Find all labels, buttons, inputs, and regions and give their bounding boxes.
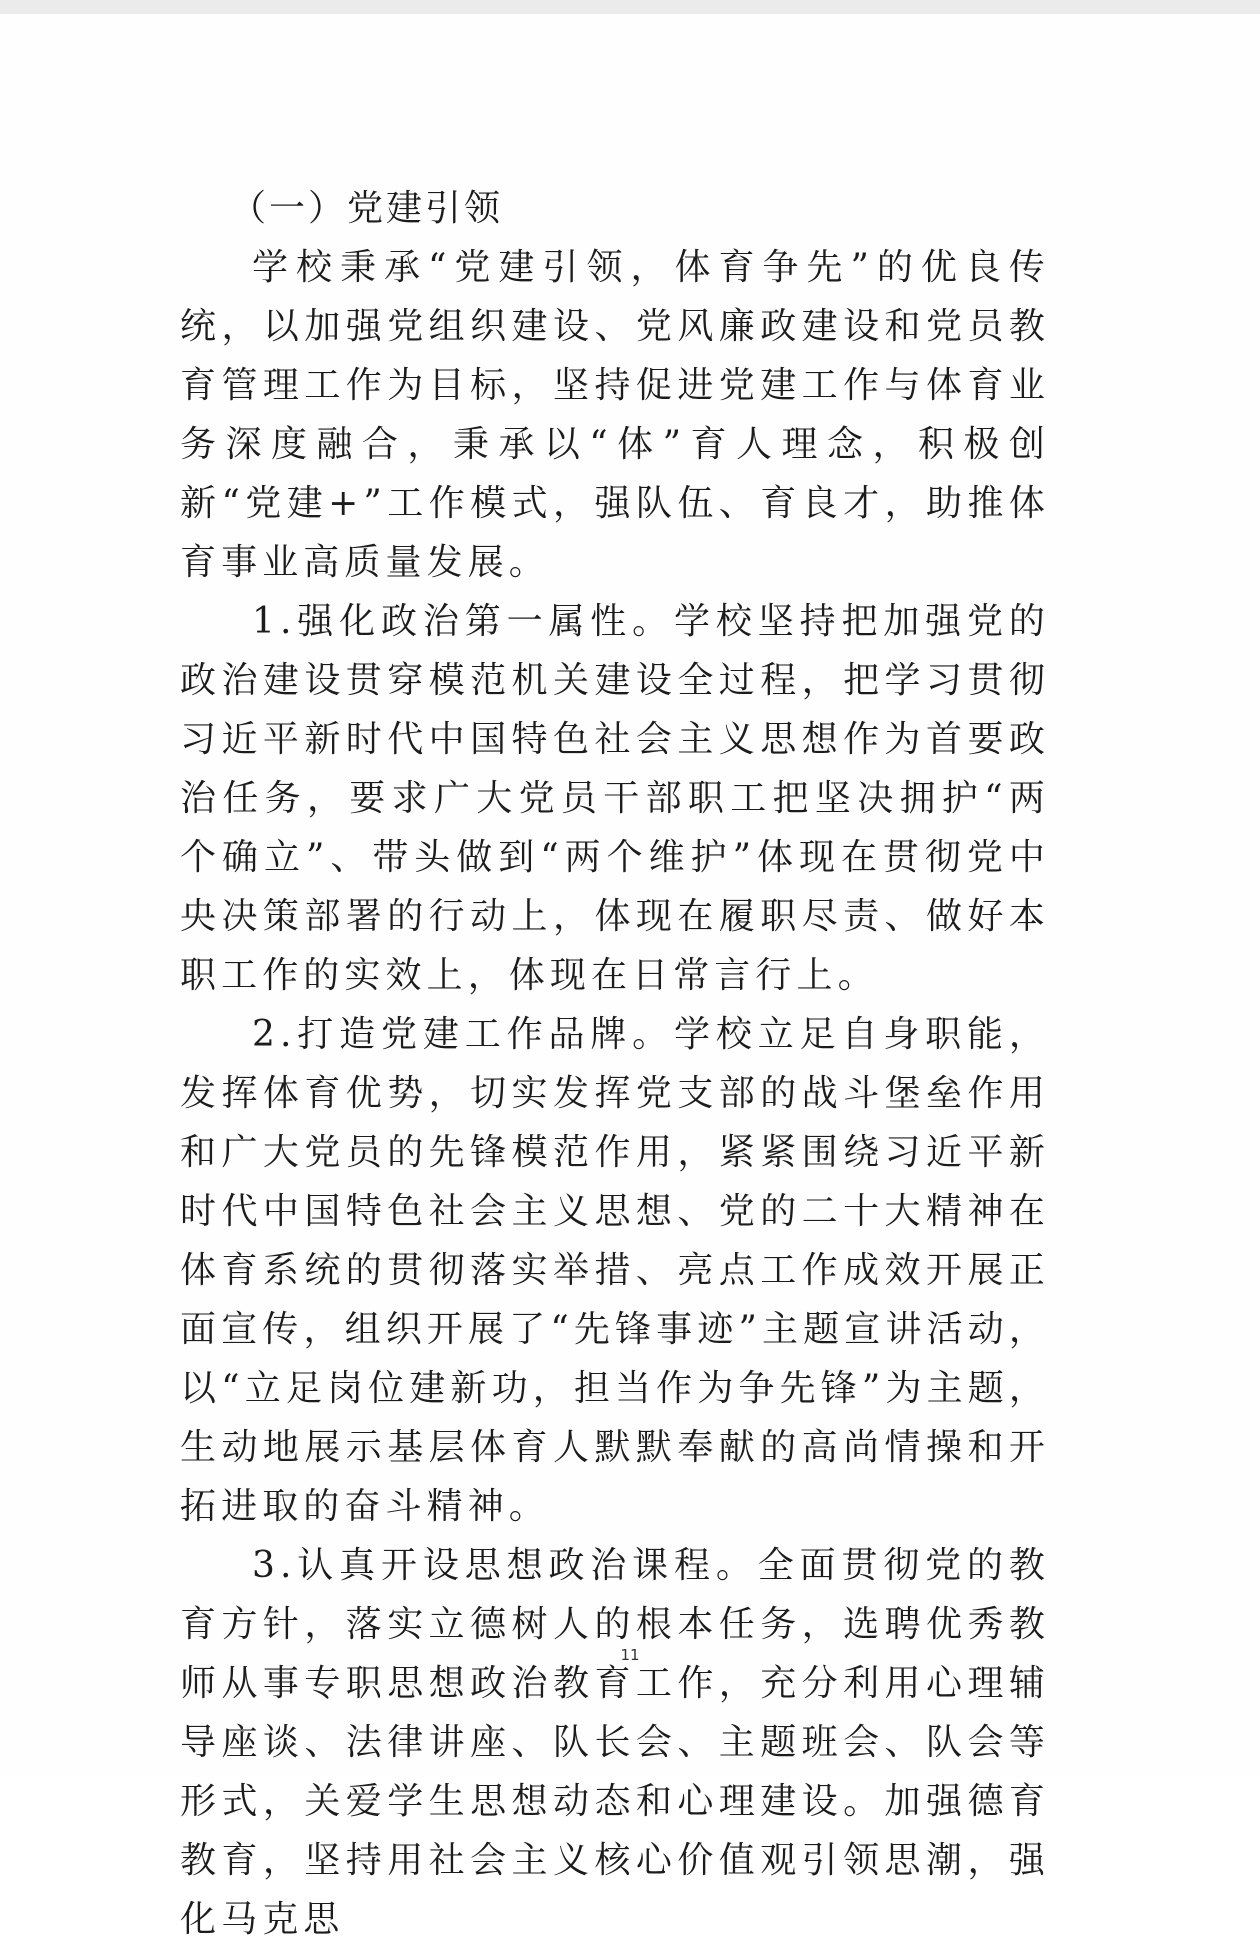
document-page <box>0 14 1260 1940</box>
scan-top-strip <box>0 0 1260 14</box>
paragraph-item-1: 1.强化政治第一属性。学校坚持把加强党的政治建设贯穿模范机关建设全过程，把学习贯彻习近平新时代中国特色社会主义思想作为首要政治任务，要求广大党员干部职工把坚决拥护“两个确立”、带头做到“两个维护”体现在贯彻党中央决策部署的行动上，体现在履职尽责、做好本职工作的实效上，体现在日常言行上。 <box>180 601 1050 996</box>
paragraph-intro: 学校秉承“党建引领，体育争先”的优良传统，以加强党组织建设、党风廉政建设和党员教育管理工作为目标，坚持促进党建工作与体育业务深度融合，秉承以“体”育人理念，积极创新“党建+”工作模式，强队伍、育良才，助推体育事业高质量发展。 <box>180 247 1050 583</box>
paragraph-item-3: 3.认真开设思想政治课程。全面贯彻党的教育方针，落实立德树人的根本任务，选聘优秀教师从事专职思想政治教育工作，充分利用心理辅导座谈、法律讲座、队长会、主题班会、队会等形式，关爱学生思想动态和心理建设。加强德育教育，坚持用社会主义核心价值观引领思潮，强化马克思 <box>180 1545 1050 1940</box>
section-heading: （一）党建引领 <box>230 188 504 229</box>
paragraph-item-2: 2.打造党建工作品牌。学校立足自身职能，发挥体育优势，切实发挥党支部的战斗堡垒作用和广大党员的先锋模范作用，紧紧围绕习近平新时代中国特色社会主义思想、党的二十大精神在体育系统的贯彻落实举措、亮点工作成效开展正面宣传，组织开展了“先锋事迹”主题宣讲活动，以“立足岗位建新功，担当作为争先锋”为主题，生动地展示基层体育人默默奉献的高尚情操和开拓进取的奋斗精神。 <box>180 1014 1050 1527</box>
document-body <box>180 179 1050 1949</box>
page-number: 11 <box>620 1646 640 1664</box>
